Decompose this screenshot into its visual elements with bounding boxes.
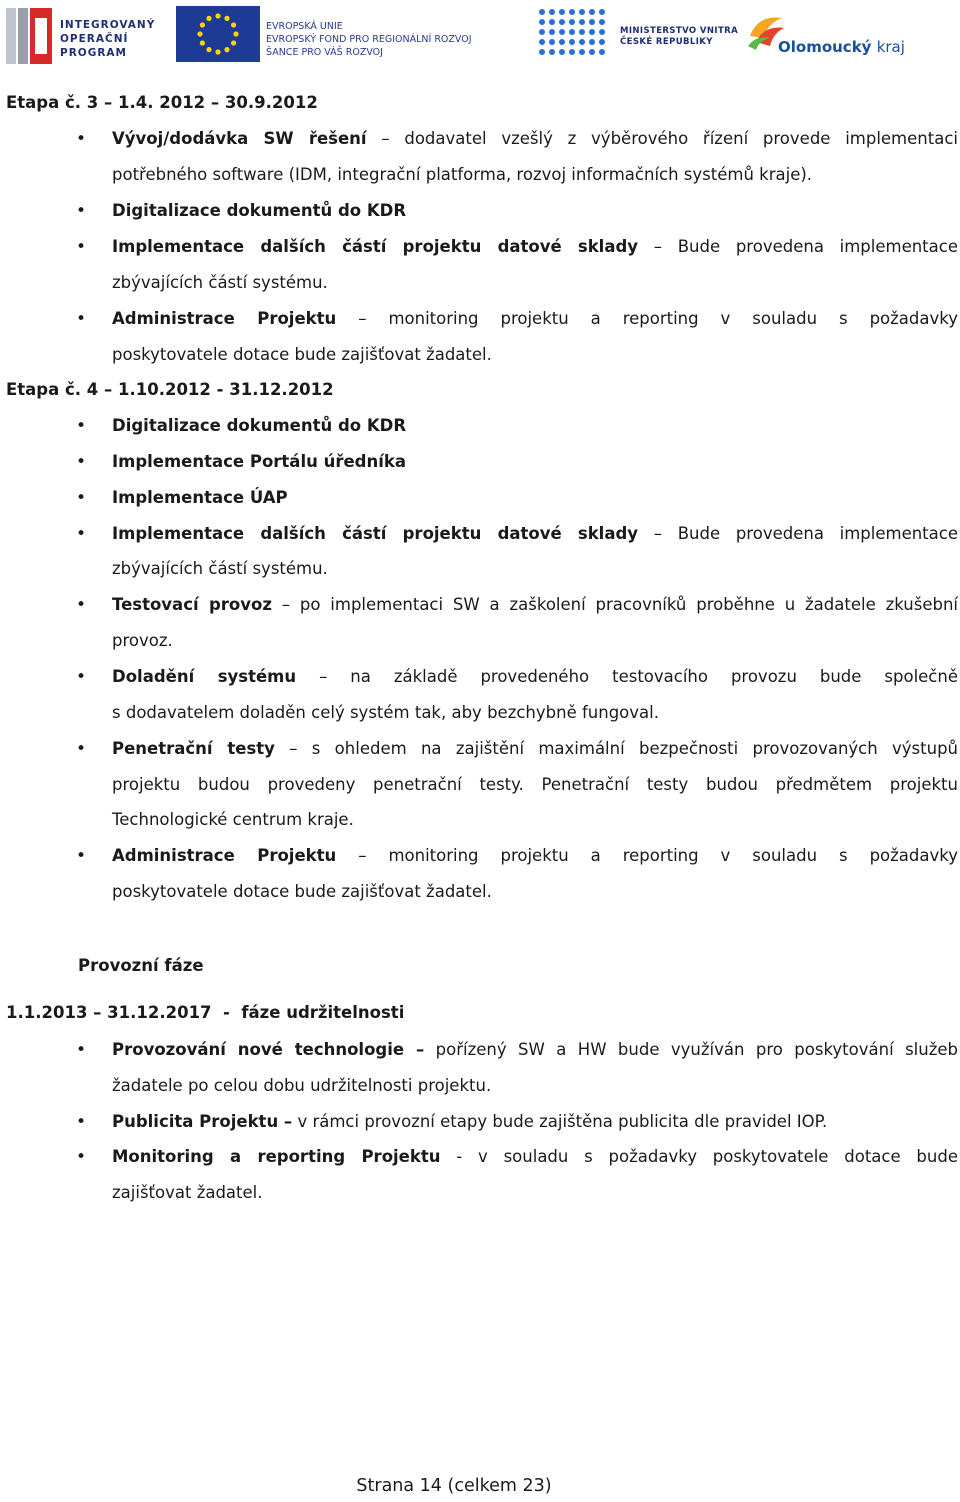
bullet-icon: • — [76, 237, 87, 257]
list-item — [6, 1142, 958, 1172]
stage3-heading: Etapa č. 3 – 1.4. 2012 – 30.9.2012 — [6, 93, 318, 112]
bullet-icon: • — [76, 1040, 87, 1060]
mvcr-line-2: ČESKÉ REPUBLIKY — [620, 37, 713, 47]
olomoucky-name: Olomoucký — [778, 38, 872, 56]
item-text: projektu budou provedeny penetrační testy. Penetrační testy budou předmětem projektu — [112, 775, 958, 794]
mvcr-logo — [536, 6, 741, 64]
item-title: Doladění systému — [112, 667, 297, 686]
list-item — [6, 196, 958, 226]
item-separator: – — [274, 739, 312, 758]
item-separator: – — [366, 129, 405, 148]
list-item — [6, 447, 958, 477]
item-title: Digitalizace dokumentů do KDR — [112, 416, 407, 435]
item-title: Administrace Projektu — [112, 309, 337, 328]
mvcr-dots-icon — [536, 6, 608, 62]
bullet-icon: • — [76, 488, 87, 508]
list-item — [6, 304, 958, 334]
item-text: pořízený SW a HW bude využíván pro poskytování služeb — [435, 1040, 958, 1059]
list-item — [6, 734, 958, 764]
item-title: Implementace ÚAP — [112, 488, 288, 507]
item-separator: – — [336, 846, 389, 865]
list-item — [6, 232, 958, 262]
item-separator: – — [336, 309, 389, 328]
iop-line-2: OPERAČNÍ — [60, 33, 129, 45]
list-item — [6, 662, 958, 692]
bullet-icon: • — [76, 129, 87, 149]
item-title: Implementace Portálu úředníka — [112, 452, 406, 471]
item-title: Implementace dalších částí projektu datové sklady — [112, 237, 639, 256]
iop-line-1: INTEGROVANÝ — [60, 19, 156, 31]
item-text: - v souladu s požadavky poskytovatele dotace bude — [456, 1147, 958, 1166]
list-item — [6, 519, 958, 549]
item-text: po implementaci SW a zaškolení pracovníků proběhne u žadatele zkušební — [299, 595, 959, 614]
list-item — [6, 1035, 958, 1065]
bullet-icon: • — [76, 524, 87, 544]
item-title: Provozování nové technologie – — [112, 1040, 425, 1059]
item-separator: – — [638, 237, 678, 256]
page-footer — [0, 1476, 960, 1496]
iop-line-3: PROGRAM — [60, 47, 127, 59]
item-title: Monitoring a reporting Projektu — [112, 1147, 441, 1166]
list-item — [6, 841, 958, 871]
bullet-icon: • — [76, 1147, 87, 1167]
item-separator: – — [638, 524, 678, 543]
list-item-continuation — [6, 770, 958, 800]
page-number: Strana 14 (celkem 23) — [356, 1476, 552, 1496]
item-title: Implementace dalších částí projektu datové sklady — [112, 524, 639, 543]
bullet-icon: • — [76, 201, 87, 221]
bullet-icon: • — [76, 739, 87, 759]
list-item — [6, 124, 958, 154]
stage4-heading: Etapa č. 4 – 1.10.2012 - 31.12.2012 — [6, 380, 334, 399]
list-item — [6, 590, 958, 620]
eu-flag-icon — [176, 6, 260, 62]
bullet-icon: • — [76, 846, 87, 866]
olomoucky-kraj-logo — [746, 8, 905, 64]
item-text: monitoring projektu a reporting v souladu s požadavky — [388, 846, 958, 865]
bullet-icon: • — [76, 1112, 87, 1132]
item-separator: – — [296, 667, 351, 686]
item-text: monitoring projektu a reporting v souladu s požadavky — [388, 309, 958, 328]
list-item — [6, 1107, 958, 1137]
iop-logo — [6, 8, 156, 64]
mvcr-line-1: MINISTERSTVO VNITRA — [620, 26, 739, 36]
item-text: Bude provedena implementace — [677, 524, 958, 543]
item-title: Administrace Projektu — [112, 846, 337, 865]
item-text: Bude provedena implementace — [677, 237, 958, 256]
item-text: na základě provedeného testovacího provozu bude společně — [350, 667, 958, 686]
eu-line-3: ŠANCE PRO VÁŠ ROZVOJ — [266, 47, 383, 58]
olomoucky-suffix: kraj — [876, 38, 905, 56]
bullet-icon: • — [76, 667, 87, 687]
operation-subheading: 1.1.2013 – 31.12.2017 - fáze udržitelnosti — [6, 1003, 405, 1022]
item-title: Digitalizace dokumentů do KDR — [112, 201, 407, 220]
page-header — [0, 0, 960, 70]
eu-logo — [176, 6, 506, 64]
bullet-icon: • — [76, 416, 87, 436]
item-text: v rámci provozní etapy bude zajištěna publicita dle pravidel IOP. — [297, 1112, 828, 1131]
operation-heading: Provozní fáze — [78, 956, 204, 975]
item-title: Publicita Projektu – — [112, 1112, 293, 1131]
bullet-icon: • — [76, 309, 87, 329]
list-item — [6, 483, 958, 513]
iop-mark-icon — [6, 8, 54, 64]
eu-line-2: EVROPSKÝ FOND PRO REGIONÁLNÍ ROZVOJ — [266, 34, 472, 45]
item-title: Testovací provoz — [112, 595, 272, 614]
list-item — [6, 411, 958, 441]
item-title: Penetrační testy — [112, 739, 275, 758]
item-title: Vývoj/dodávka SW řešení — [112, 129, 367, 148]
bullet-icon: • — [76, 452, 87, 472]
eu-line-1: EVROPSKÁ UNIE — [266, 21, 343, 32]
item-text: s ohledem na zajištění maximální bezpečnosti provozovaných výstupů — [311, 739, 958, 758]
item-separator: – — [271, 595, 300, 614]
item-text: dodavatel vzešlý z výběrového řízení provede implementaci — [404, 129, 958, 148]
bullet-icon: • — [76, 595, 87, 615]
